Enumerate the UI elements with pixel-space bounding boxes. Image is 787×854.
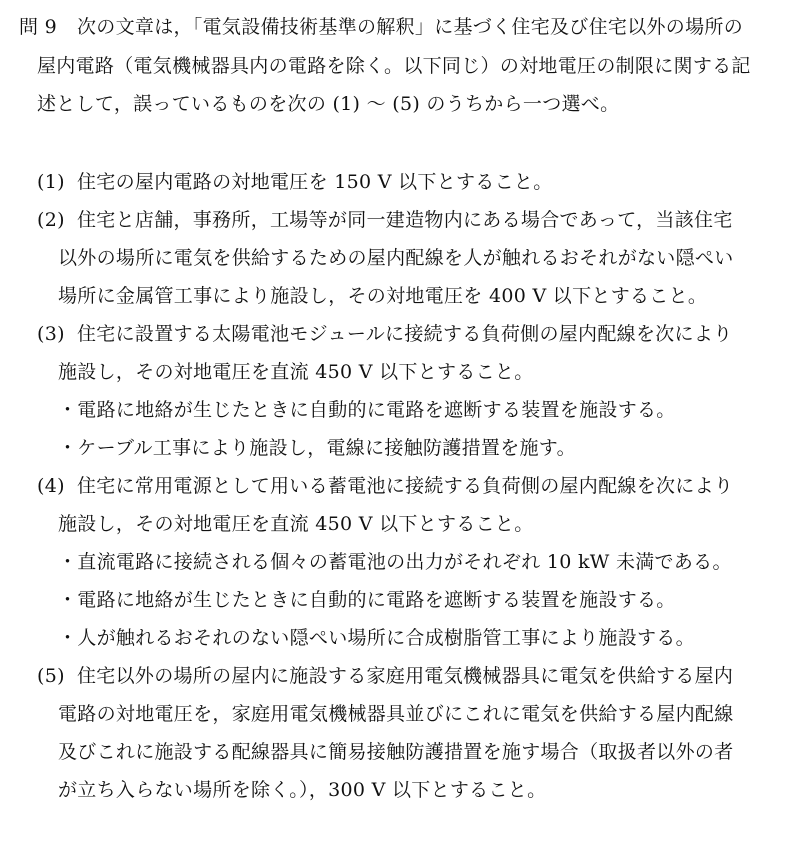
choice-text-line: 電路の対地電圧を，家庭用電気機械器具並びにこれに電気を供給する屋内配線 (58, 703, 734, 725)
choice-text-line: 施設し，その対地電圧を直流 450 V 以下とすること。 (58, 513, 534, 535)
choice-label: (2) (37, 209, 65, 231)
choice-text-line: 場所に金属管工事により施設し，その対地電圧を 400 V 以下とすること。 (58, 285, 708, 307)
choice-text-line: 住宅以外の場所の屋内に施設する家庭用電気機械器具に電気を供給する屋内 (77, 665, 734, 687)
choice-text-line: 住宅に設置する太陽電池モジュールに接続する負荷側の屋内配線を次により (77, 323, 733, 345)
choice-bullet: ・電路に地絡が生じたときに自動的に電路を遮断する装置を施設する。 (58, 399, 676, 421)
choice-text-line: 以外の場所に電気を供給するための屋内配線を人が触れるおそれがない隠ぺい (58, 247, 734, 269)
choice-bullet: ・ケーブル工事により施設し，電線に接触防護措置を施す。 (58, 437, 576, 459)
choice-bullet: ・電路に地絡が生じたときに自動的に電路を遮断する装置を施設する。 (58, 589, 676, 611)
choice-label: (1) (37, 171, 65, 193)
choice-label: (5) (37, 665, 65, 687)
choice-text-line: 住宅に常用電源として用いる蓄電池に接続する負荷側の屋内配線を次により (77, 475, 734, 497)
question-stem-line: 述として，誤っているものを次の (1) ～ (5) のうちから一つ選べ。 (37, 93, 620, 115)
choice-label: (4) (37, 475, 65, 497)
choice-text-line: 施設し，その対地電圧を直流 450 V 以下とすること。 (58, 361, 534, 383)
choice-text-line: 住宅の屋内電路の対地電圧を 150 V 以下とすること。 (77, 171, 553, 193)
question-stem-line: 次の文章は，「電気設備技術基準の解釈」に基づく住宅及び住宅以外の場所の (77, 16, 744, 38)
question-stem-line: 屋内電路（電気機械器具内の電路を除く。以下同じ）の対地電圧の制限に関する記 (37, 55, 751, 77)
question-number: 問 9 (19, 16, 58, 38)
choice-text-line: 及びこれに施設する配線器具に簡易接触防護措置を施す場合（取扱者以外の者 (58, 741, 734, 763)
choice-text-line: 住宅と店舗，事務所，工場等が同一建造物内にある場合であって，当該住宅 (77, 209, 733, 231)
choice-text-line: が立ち入らない場所を除く。），300 V 以下とすること。 (58, 779, 547, 801)
choice-label: (3) (37, 323, 65, 345)
choice-bullet: ・直流電路に接続される個々の蓄電池の出力がそれぞれ 10 kW 未満である。 (58, 551, 732, 573)
choice-bullet: ・人が触れるおそれのない隠ぺい場所に合成樹脂管工事により施設する。 (58, 627, 695, 649)
